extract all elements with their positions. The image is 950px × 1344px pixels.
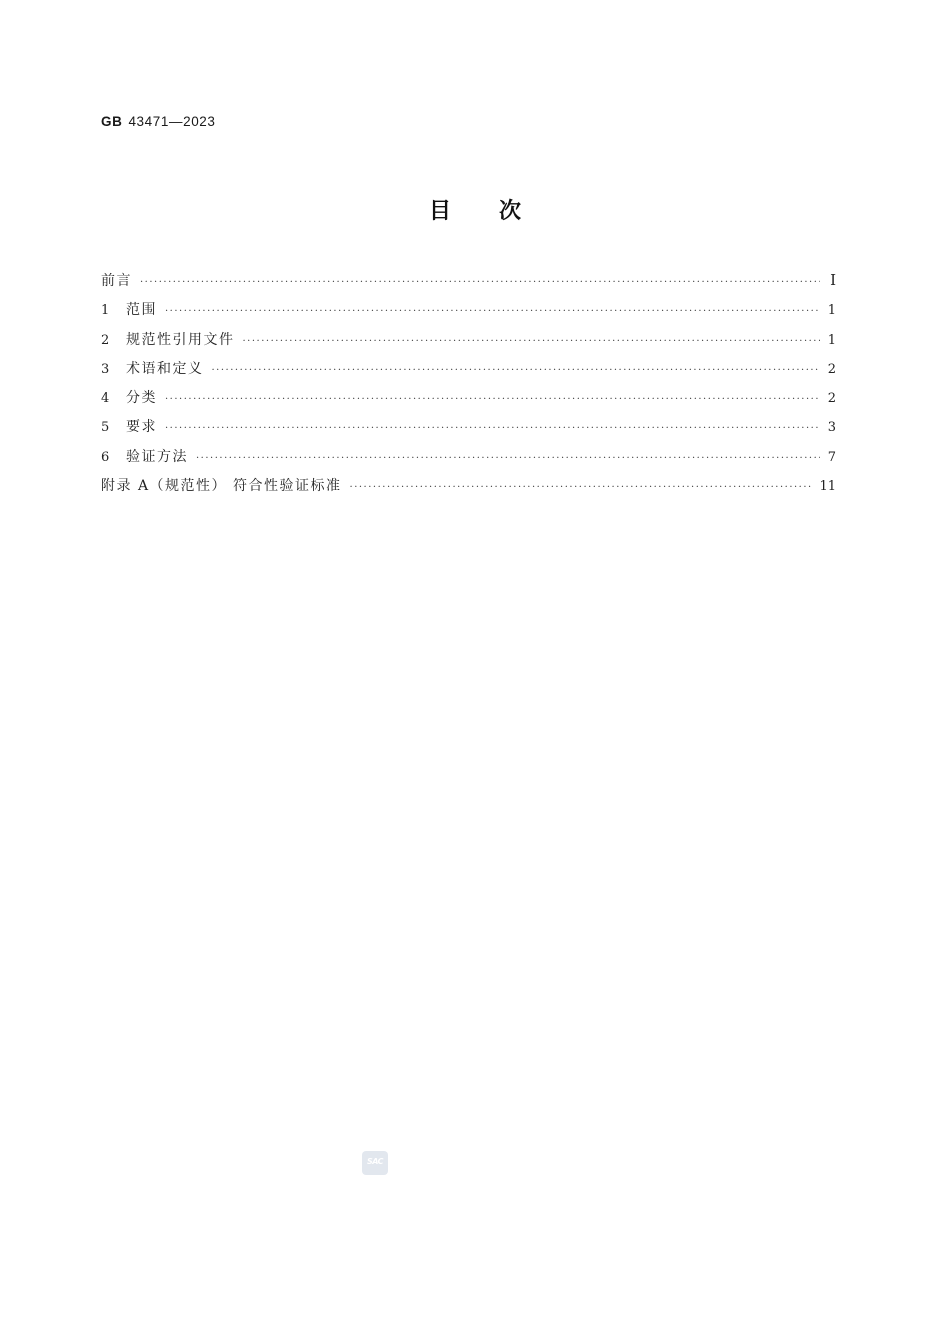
- toc-entry-number: 5: [101, 420, 110, 436]
- standard-number: 43471—2023: [128, 114, 216, 129]
- standard-prefix: GB: [101, 114, 123, 129]
- table-of-contents: [101, 270, 836, 504]
- toc-dot-leader: [140, 277, 820, 288]
- toc-entry-number: 6: [101, 449, 110, 465]
- toc-entry-page: 1: [827, 303, 836, 319]
- toc-entry-label: 附录 A（规范性） 符合性验证标准: [101, 478, 342, 495]
- toc-dot-leader: [243, 336, 821, 347]
- toc-entry-label: 规范性引用文件: [126, 331, 235, 348]
- toc-entry-scope[interactable]: [101, 299, 836, 328]
- toc-entry-page: I: [830, 271, 836, 289]
- toc-entry-page: 2: [827, 361, 836, 377]
- toc-entry-number: 1: [101, 303, 110, 319]
- toc-entry-normative-references[interactable]: [101, 329, 836, 358]
- toc-entry-page: 2: [827, 391, 836, 407]
- toc-entry-foreword[interactable]: [101, 270, 836, 299]
- toc-dot-leader: [165, 306, 820, 317]
- toc-entry-number: 2: [101, 332, 110, 348]
- toc-entry-number: 4: [101, 391, 110, 407]
- toc-entry-label: 要求: [126, 419, 157, 436]
- toc-entry-page: 7: [827, 449, 836, 465]
- toc-entry-label: 前言: [101, 273, 132, 289]
- toc-dot-leader: [350, 482, 814, 493]
- standard-code: [101, 114, 216, 129]
- toc-entry-page: 3: [827, 420, 836, 436]
- toc-entry-number: 3: [101, 361, 110, 377]
- toc-entry-requirements[interactable]: [101, 416, 836, 445]
- toc-entry-label: 范围: [126, 302, 157, 319]
- toc-entry-annex-a[interactable]: [101, 475, 836, 504]
- toc-dot-leader: [165, 423, 820, 434]
- toc-entry-classification[interactable]: [101, 387, 836, 416]
- toc-entry-verification-methods[interactable]: [101, 446, 836, 475]
- toc-entry-page: 11: [819, 479, 836, 495]
- toc-entry-label: 验证方法: [126, 448, 188, 465]
- toc-entry-label: 分类: [126, 390, 157, 407]
- toc-dot-leader: [196, 453, 820, 464]
- toc-entry-label: 术语和定义: [126, 360, 204, 377]
- toc-dot-leader: [212, 365, 821, 376]
- toc-dot-leader: [165, 394, 820, 405]
- page-title: 目次: [428, 199, 569, 224]
- toc-entry-terms-definitions[interactable]: [101, 358, 836, 387]
- toc-entry-page: 1: [827, 332, 836, 348]
- watermark-text: SAC: [366, 1157, 384, 1166]
- sac-watermark-logo: [362, 1151, 388, 1175]
